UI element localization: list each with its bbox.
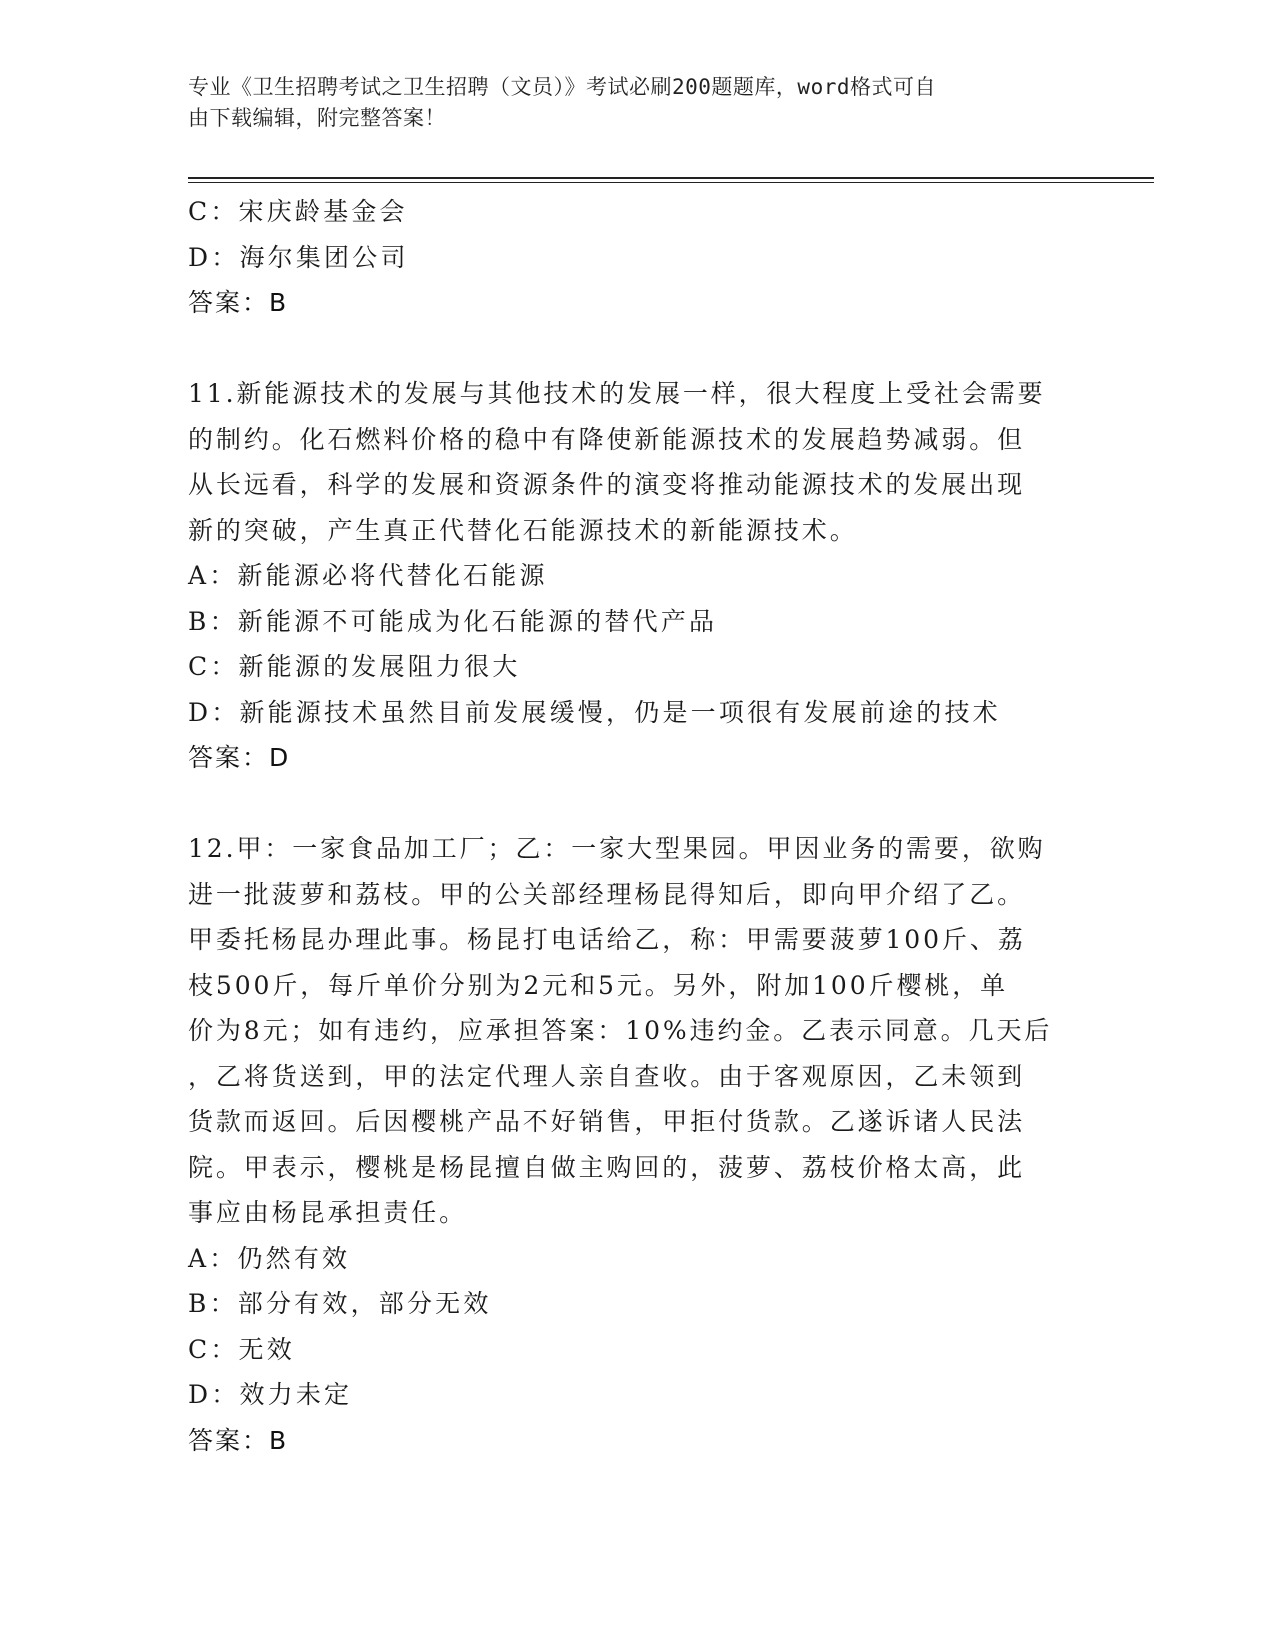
spacer: [188, 326, 1088, 372]
question-stem-line: 的制约。化石燃料价格的稳中有降使新能源技术的发展趋势减弱。但: [188, 424, 1026, 454]
question-stem-line: 事应由杨昆承担责任。: [188, 1198, 468, 1227]
question-stem-line: ，乙将货送到，甲的法定代理人亲自查收。由于客观原因，乙未领到: [188, 1061, 1026, 1091]
option-d: D：效力未定: [188, 1380, 353, 1409]
question-stem-line: 12.甲：一家食品加工厂；乙：一家大型果园。甲因业务的需要，欲购: [188, 834, 1046, 863]
option-d: D：新能源技术虽然目前发展缓慢，仍是一项很有发展前途的技术: [188, 697, 1001, 727]
option-c: C：新能源的发展阻力很大: [188, 652, 521, 681]
option-a: A：仍然有效: [188, 1243, 351, 1273]
spacer: [188, 781, 1088, 827]
answer-line: 答案：B: [188, 1425, 289, 1455]
option-c: C：无效: [188, 1334, 295, 1364]
option-c: C：宋庆龄基金会: [188, 197, 408, 226]
question-stem-line: 11.新能源技术的发展与其他技术的发展一样，很大程度上受社会需要: [188, 379, 1046, 408]
option-d: D：海尔集团公司: [188, 242, 409, 272]
answer-line: 答案：D: [188, 743, 291, 772]
question-stem-line: 进一批菠萝和荔枝。甲的公关部经理杨昆得知后，即向甲介绍了乙。: [188, 879, 1026, 909]
option-b: B：新能源不可能成为化石能源的替代产品: [188, 606, 718, 636]
question-stem-line: 价为8元；如有违约，应承担答案：10%违约金。乙表示同意。几天后: [188, 1016, 1053, 1045]
answer-line: 答案：B: [188, 288, 289, 317]
header-line-1: 专业《卫生招聘考试之卫生招聘（文员）》考试必刷200题题库，word格式可自: [188, 75, 936, 99]
document-body: [188, 189, 1088, 1463]
question-stem-line: 货款而返回。后因樱桃产品不好销售，甲拒付货款。乙遂诉诸人民法: [188, 1107, 1026, 1136]
option-a: A：新能源必将代替化石能源: [188, 561, 548, 590]
header-divider-thick: [188, 177, 1154, 179]
question-stem-line: 院。甲表示，樱桃是杨昆擅自做主购回的，菠萝、荔枝价格太高，此: [188, 1152, 1026, 1182]
question-stem-line: 新的突破，产生真正代替化石能源技术的新能源技术。: [188, 515, 858, 545]
question-stem-line: 枝500斤，每斤单价分别为2元和5元。另外，附加100斤樱桃，单: [188, 970, 1009, 1000]
question-12: [188, 826, 1088, 1463]
header-line-2: 由下载编辑，附完整答案！: [188, 106, 446, 130]
question-11: [188, 371, 1088, 781]
question-stem-line: 甲委托杨昆办理此事。杨昆打电话给乙，称：甲需要菠萝100斤、荔: [188, 925, 1026, 954]
document-header: [188, 72, 1068, 134]
question-stem-line: 从长远看，科学的发展和资源条件的演变将推动能源技术的发展出现: [188, 470, 1026, 499]
option-b: B：部分有效，部分无效: [188, 1289, 492, 1318]
header-divider-thin: [188, 182, 1154, 183]
